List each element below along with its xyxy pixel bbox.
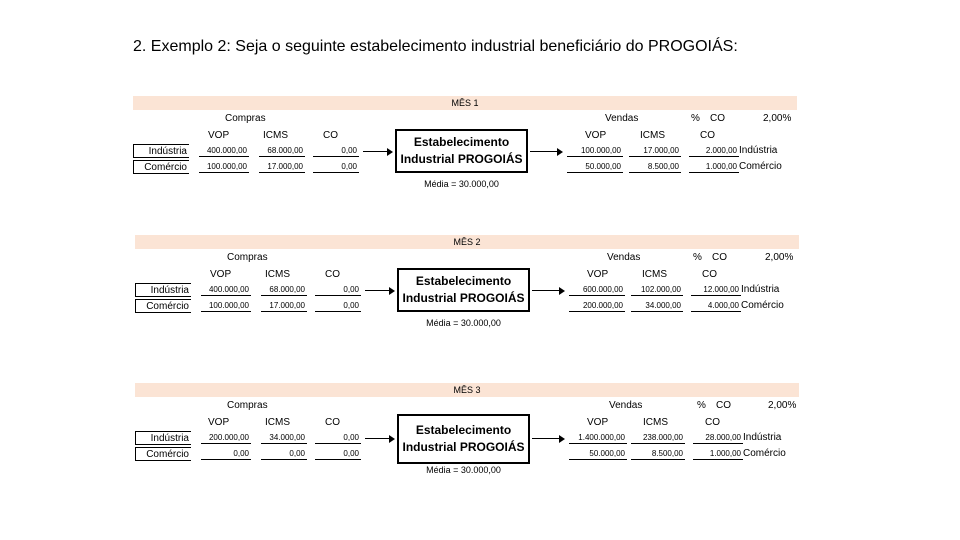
month-header: MÊS 3 [135,383,799,397]
vendas-comercio-vop: 50.000,00 [567,160,623,173]
month-block-2 [135,235,799,385]
compras-comercio-vop: 100.000,00 [201,299,251,312]
compras-industria-co: 0,00 [315,283,361,296]
compras-industria-vop: 400.000,00 [199,144,249,157]
compras-comercio-icms: 0,00 [261,447,307,460]
compras-industria-vop: 200.000,00 [201,431,251,444]
arrow-in [365,287,395,295]
rate-label: 2,00% [763,113,792,124]
estab-line-2: Industrial PROGOIÁS [402,440,525,454]
row-label-comercio: Comércio [133,160,189,174]
estab-line-2: Industrial PROGOIÁS [400,152,523,166]
row-label-comercio: Comércio [135,299,191,313]
compras-industria-icms: 68.000,00 [261,283,307,296]
estabelecimento-box [397,414,530,464]
co-header-vendas: CO [705,417,720,428]
vendas-comercio-co: 1.000,00 [689,160,739,173]
icms-header-compras: ICMS [265,269,290,280]
media-label: Média = 30.000,00 [426,318,501,328]
vendas-label: Vendas [609,400,643,411]
estabelecimento-box [395,129,528,173]
month-block-3 [135,383,799,533]
pct-label: % [693,252,702,263]
vendas-comercio-icms: 34.000,00 [631,299,683,312]
icms-header-compras: ICMS [265,417,290,428]
vendas-industria-vop: 100.000,00 [567,144,623,157]
arrow-in [365,435,395,443]
vendas-industria-vop: 1.400.000,00 [569,431,627,444]
icms-header-vendas: ICMS [640,130,665,141]
media-label: Média = 30.000,00 [426,465,501,475]
vendas-industria-co: 28.000,00 [693,431,743,444]
vendas-comercio-vop: 200.000,00 [569,299,625,312]
compras-comercio-icms: 17.000,00 [259,160,305,173]
vendas-comercio-co: 1.000,00 [693,447,743,460]
co-header-vendas-top: CO [712,252,727,263]
media-label: Média = 30.000,00 [424,179,499,189]
compras-label: Compras [225,113,266,124]
side-label-comercio: Comércio [743,448,786,459]
side-label-industria: Indústria [741,284,780,295]
compras-comercio-co: 0,00 [313,160,359,173]
row-label-comercio: Comércio [135,447,191,461]
arrow-out [530,148,563,156]
vendas-comercio-icms: 8.500,00 [629,160,681,173]
slide-title: 2. Exemplo 2: Seja o seguinte estabelecimento industrial beneficiário do PROGOIÁS: [133,38,738,55]
compras-comercio-vop: 100.000,00 [199,160,249,173]
compras-industria-co: 0,00 [313,144,359,157]
vendas-comercio-icms: 8.500,00 [631,447,685,460]
month-header: MÊS 2 [135,235,799,249]
arrow-out [532,287,565,295]
compras-comercio-vop: 0,00 [201,447,251,460]
compras-industria-icms: 34.000,00 [261,431,307,444]
side-label-industria: Indústria [743,432,782,443]
compras-industria-co: 0,00 [315,431,361,444]
side-label-comercio: Comércio [739,161,782,172]
rate-label: 2,00% [768,400,797,411]
row-label-industria: Indústria [135,283,191,297]
vendas-industria-icms: 238.000,00 [631,431,685,444]
vendas-industria-vop: 600.000,00 [569,283,625,296]
pct-label: % [697,400,706,411]
compras-label: Compras [227,400,268,411]
arrow-out [532,435,565,443]
month-header: MÊS 1 [133,96,797,110]
estabelecimento-box [397,268,530,312]
compras-label: Compras [227,252,268,263]
side-label-industria: Indústria [739,145,778,156]
vop-header-compras: VOP [210,269,232,280]
co-header-compras: CO [325,417,340,428]
vendas-label: Vendas [605,113,639,124]
icms-header-vendas: ICMS [642,269,667,280]
vop-header-vendas: VOP [585,130,607,141]
icms-header-compras: ICMS [263,130,288,141]
row-label-industria: Indústria [133,144,189,158]
row-label-industria: Indústria [135,431,191,445]
vop-header-compras: VOP [208,417,230,428]
arrow-in [363,148,393,156]
estab-line-1: Estabelecimento [415,274,512,288]
vendas-industria-icms: 102.000,00 [631,283,683,296]
co-header-vendas-top: CO [710,113,725,124]
vendas-industria-icms: 17.000,00 [629,144,681,157]
pct-label: % [691,113,700,124]
co-header-compras: CO [323,130,338,141]
estab-line-1: Estabelecimento [415,423,512,437]
vop-header-vendas: VOP [587,269,609,280]
side-label-comercio: Comércio [741,300,784,311]
rate-label: 2,00% [765,252,794,263]
compras-industria-vop: 400.000,00 [201,283,251,296]
vop-header-vendas: VOP [587,417,609,428]
month-block-1 [133,96,797,246]
co-header-vendas: CO [700,130,715,141]
vendas-label: Vendas [607,252,641,263]
compras-industria-icms: 68.000,00 [259,144,305,157]
compras-comercio-icms: 17.000,00 [261,299,307,312]
compras-comercio-co: 0,00 [315,447,361,460]
vendas-comercio-co: 4.000,00 [691,299,741,312]
vendas-comercio-vop: 50.000,00 [569,447,627,460]
co-header-vendas: CO [702,269,717,280]
vop-header-compras: VOP [208,130,230,141]
vendas-industria-co: 12.000,00 [691,283,741,296]
vendas-industria-co: 2.000,00 [689,144,739,157]
compras-comercio-co: 0,00 [315,299,361,312]
co-header-vendas-top: CO [716,400,731,411]
estab-line-2: Industrial PROGOIÁS [402,291,525,305]
icms-header-vendas: ICMS [643,417,668,428]
estab-line-1: Estabelecimento [413,135,510,149]
co-header-compras: CO [325,269,340,280]
